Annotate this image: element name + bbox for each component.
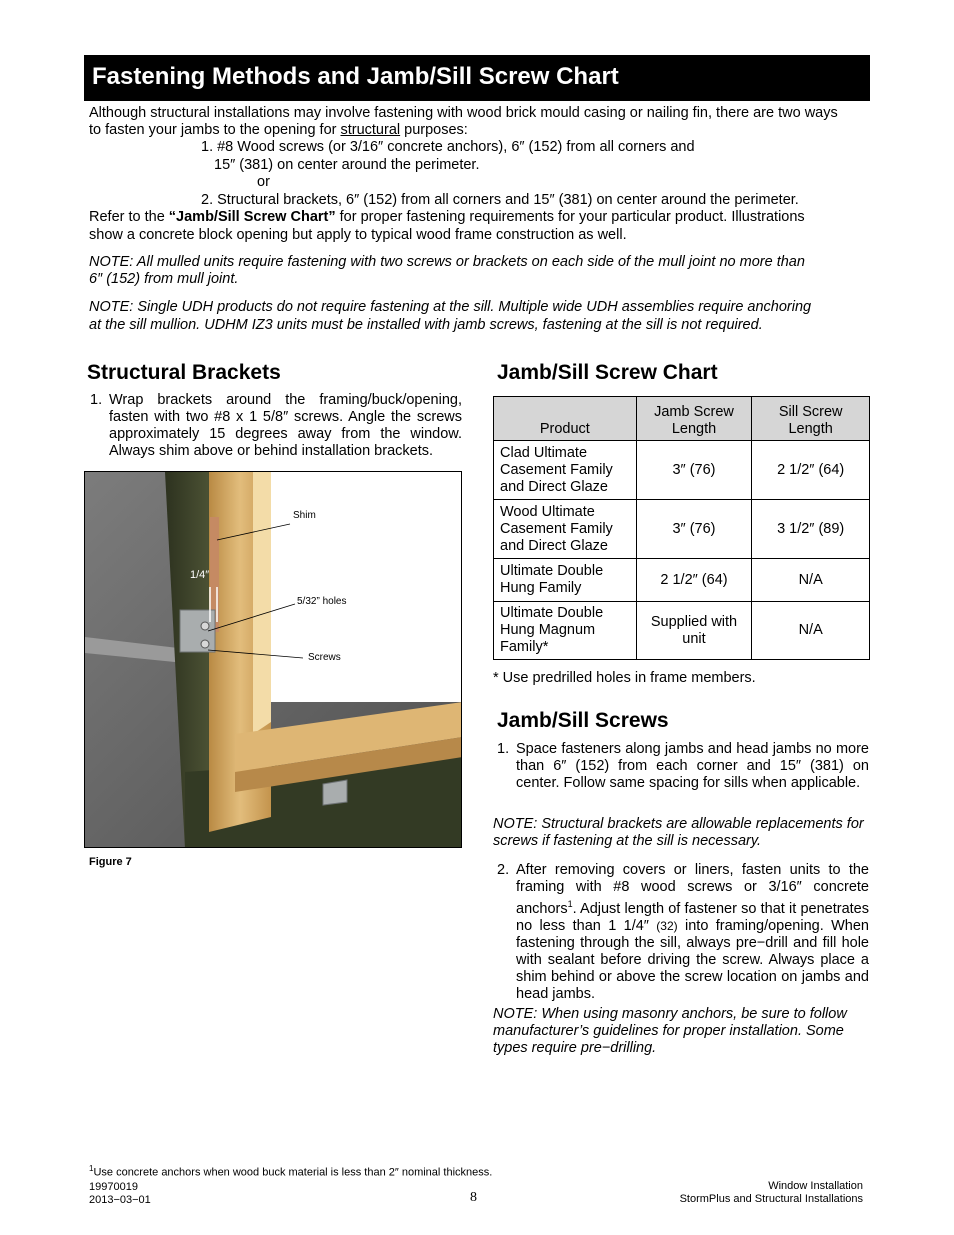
bracket-step-number: 1. <box>90 392 103 408</box>
jamb-cell: 3″ (76) <box>636 500 752 559</box>
jamb-cell: 3″ (76) <box>636 441 752 500</box>
intro-item1: 1. #8 Wood screws (or 3/16″ concrete anchors), 6″ (152) from all corners and <box>201 139 695 155</box>
intro-refer: Refer to the “Jamb/Sill Screw Chart” for proper fastening requirements for your particular product. Illustrations <box>89 209 805 225</box>
screws-step1-text: Space fasteners along jambs and head jambs no more than 6″ (152) from each corner and 15″ (381) on center. Follow same spacing for sills when applicable. <box>516 741 869 791</box>
sill-cell: 3 1/2″ (89) <box>752 500 870 559</box>
chart-heading: Jamb/Sill Screw Chart <box>497 361 718 384</box>
intro-or: or <box>257 174 270 190</box>
screws-note2: NOTE: When using masonry anchors, be sure to follow manufacturer’s guidelines for proper installation. Some types require pre−drilling. <box>493 1006 847 1056</box>
product-cell: Ultimate Double Hung Family <box>494 559 637 602</box>
figure-bracket-illustration <box>84 471 462 848</box>
product-cell: Wood Ultimate Casement Family and Direct Glaze <box>494 500 637 559</box>
header-product: Product <box>494 397 637 441</box>
label-shim: Shim <box>293 510 316 521</box>
table-row <box>494 559 870 602</box>
header-sill: Sill Screw Length <box>752 397 870 441</box>
jamb-cell: Supplied with unit <box>636 602 752 660</box>
page-title: Fastening Methods and Jamb/Sill Screw Chart <box>84 55 870 101</box>
sill-cell: 2 1/2″ (64) <box>752 441 870 500</box>
label-screws: Screws <box>308 652 341 663</box>
screw-chart-table <box>493 396 870 660</box>
doc-number: 19970019 <box>89 1181 138 1193</box>
jamb-sill-screws-heading: Jamb/Sill Screws <box>497 709 669 732</box>
bracket-step-text: Wrap brackets around the framing/buck/opening, fasten with two #8 x 1 5/8″ screws. Angle the screws approximately 15 degrees away from the window. Always shim above or behind installation brackets. <box>109 392 462 459</box>
screws-step1-number: 1. <box>497 741 510 757</box>
bracket-illustration <box>85 472 462 848</box>
note-udh-cont: at the sill mullion. UDHM IZ3 units must be installed with jamb screws, fastening at the sill is not required. <box>89 317 763 333</box>
page-footnote: $^1$Use concrete anchors when wood buck material is less than 2″ nominal thickness. <box>89 1164 493 1179</box>
intro-item2: 2. Structural brackets, 6″ (152) from all corners and 15″ (381) on center around the perimeter. <box>201 192 799 208</box>
intro-line1: Although structural installations may involve fastening with wood brick mould casing or nailing fin, there are two ways <box>89 105 838 121</box>
chart-header-row <box>494 397 870 441</box>
figure-caption: Figure 7 <box>89 856 132 868</box>
screws-step2-number: 2. <box>497 862 510 878</box>
intro-refer-cont: show a concrete block opening but apply to typical wood frame construction as well. <box>89 227 627 243</box>
sill-cell: N/A <box>752 559 870 602</box>
page-number: 8 <box>470 1190 477 1205</box>
label-holes: 5/32” holes <box>297 596 347 607</box>
product-cell: Ultimate Double Hung Magnum Family* <box>494 602 637 660</box>
table-row <box>494 500 870 559</box>
header-jamb: Jamb Screw Length <box>636 397 752 441</box>
note-udh: NOTE: Single UDH products do not require fastening at the sill. Multiple wide UDH assemblies require anchoring <box>89 299 812 315</box>
doc-date: 2013−03−01 <box>89 1194 151 1206</box>
table-row <box>494 441 870 500</box>
screws-step2-text: After removing covers or liners, fasten units to the framing with #8 wood screws or 3/16″ concrete anchors$^1$. Adjust length of fastener so that it penetrates no less than 1 1/4″ (32) into framing/opening. When fastening through the sill, always pre−drill and fill hole with sealant before driving the screw. Always place a shim behind or above the screw location on jambs and head jambs. <box>516 862 869 1002</box>
product-cell: Clad Ultimate Casement Family and Direct Glaze <box>494 441 637 500</box>
intro-item1-cont: 15″ (381) on center around the perimeter. <box>214 157 480 173</box>
jamb-cell: 2 1/2″ (64) <box>636 559 752 602</box>
label-quarter-inch: 1/4″ <box>190 569 210 581</box>
intro-line2: to fasten your jambs to the opening for structural purposes: <box>89 122 468 138</box>
chart-footnote: * Use predrilled holes in frame members. <box>493 670 756 686</box>
footer-right-line2: StormPlus and Structural Installations <box>679 1193 863 1205</box>
note-mulled-cont: 6″ (152) from mull joint. <box>89 271 239 287</box>
screws-note1: NOTE: Structural brackets are allowable replacements for screws if fastening at the sill is necessary. <box>493 816 864 849</box>
table-row <box>494 602 870 660</box>
footer-right-line1: Window Installation <box>768 1180 863 1192</box>
note-mulled: NOTE: All mulled units require fastening with two screws or brackets on each side of the mull joint no more than <box>89 254 805 270</box>
structural-brackets-heading: Structural Brackets <box>87 361 281 384</box>
sill-cell: N/A <box>752 602 870 660</box>
